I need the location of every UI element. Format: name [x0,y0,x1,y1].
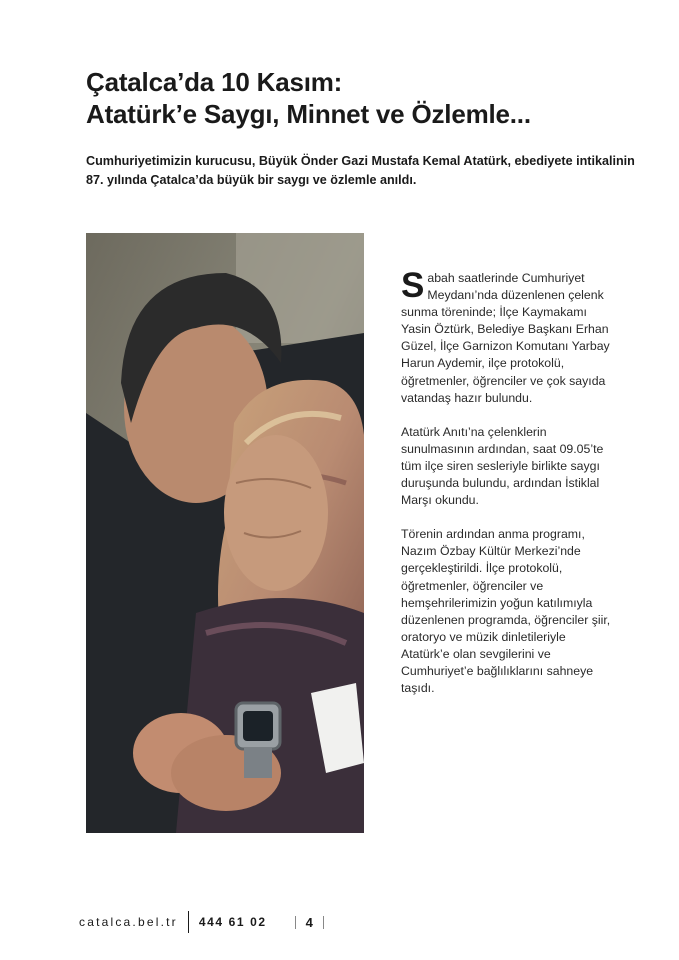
article-title [86,66,531,130]
article-lead: Cumhuriyetimizin kurucusu, Büyük Önder Gazi Mustafa Kemal Atatürk, ebediyete intikalinin 87. yılında Çatalca’da büyük bir saygı ve özlemle anıldı. [86,154,635,187]
title-line-2: Atatürk’e Saygı, Minnet ve Özlemle... [86,99,531,129]
footer-divider [295,916,296,929]
article-photo [86,233,364,833]
paragraph-3: Törenin ardından anma programı, Nazım Özbay Kültür Merkezi’nde gerçekleştirildi. İlçe protokolü, öğretmenler, öğrenciler ve hemşehrilerimizin yoğun katılımıyla düzenlenen programda, öğrenciler şiir, oratoryo ve müzik dinletileriyle Atatürk’e olan sevgilerini ve Cumhuriyet’e bağlılıklarını sahneye taşıdı. [401,527,611,696]
drop-cap: S [401,266,425,305]
footer-phone: 444 61 02 [198,915,267,929]
article-body [401,266,615,714]
footer-divider [188,911,189,933]
page-number: 4 [305,914,313,930]
footer-website-link[interactable]: catalca.bel.tr [79,915,178,929]
page-footer [79,912,334,932]
paragraph-1 [401,266,615,407]
paragraph-2: Atatürk Anıtı’na çelenklerin sunulmasının ardından, saat 09.05’te tüm ilçe siren sesleriyle birlikte saygı duruşunda bulundu, ardından İstiklal Marşı okundu. [401,424,604,508]
photo-illustration [86,233,364,833]
paragraph-1-text: abah saatlerinde Cumhuriyet Meydanı’nda düzenlenen çelenk sunma töreninde; İlçe Kaymakamı Yasin Öztürk, Belediye Başkanı Erhan Güzel, İlçe Garnizon Komutanı Yarbay Harun Aydemir, ilçe protokolü, öğretmenler, öğrenciler ve çok sayıda vatandaş hazır bulundu. [401,271,610,405]
title-line-1: Çatalca’da 10 Kasım: [86,67,343,97]
footer-divider [323,916,324,929]
